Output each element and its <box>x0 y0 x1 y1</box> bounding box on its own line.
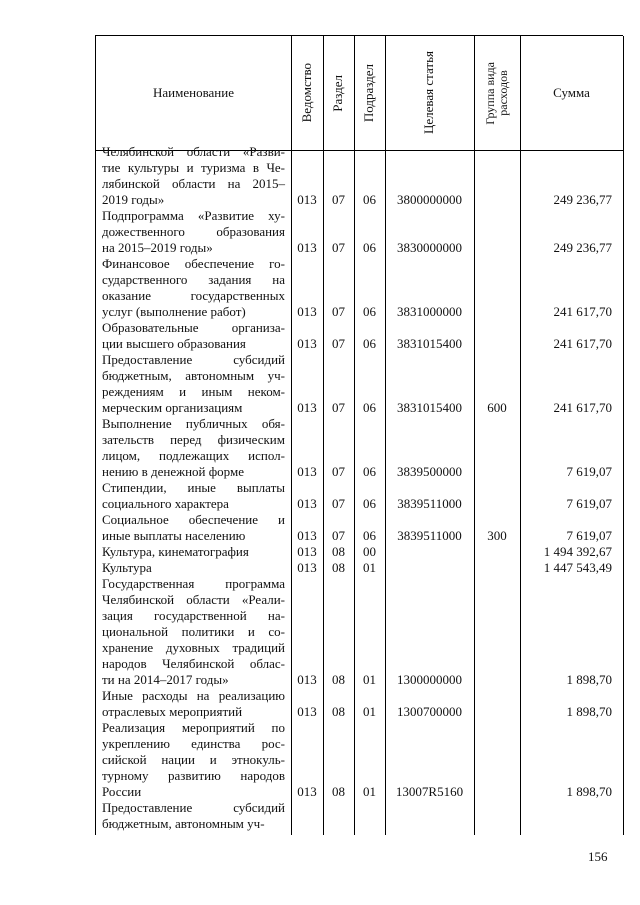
row-name-line: циональной политики и со- <box>102 624 285 639</box>
table-row <box>96 480 623 512</box>
row-name-line: Социальное обеспечение и <box>102 512 285 527</box>
page-number: 156 <box>588 849 608 864</box>
row-name-line: оказание государственных <box>102 288 285 303</box>
cell-sum: 241 617,70 <box>553 336 612 351</box>
cell-sum: 1 494 392,67 <box>543 544 612 559</box>
row-name-line: Культура <box>102 560 152 575</box>
cell-sum: 1 898,70 <box>566 704 612 719</box>
cell-target: 3839511000 <box>397 496 462 511</box>
cell-razdel: 07 <box>332 192 345 207</box>
cell-razdel: 07 <box>332 496 345 511</box>
cell-target: 3839500000 <box>397 464 462 479</box>
cell-vedomstvo: 013 <box>297 464 317 479</box>
cell-vedomstvo: 013 <box>297 192 317 207</box>
row-name-line: на 2015–2019 годы» <box>102 240 213 255</box>
cell-podrazdel: 01 <box>363 784 376 799</box>
cell-sum: 1 447 543,49 <box>543 560 612 575</box>
row-name-line: ти на 2014–2017 годы» <box>102 672 229 687</box>
cell-target: 3839511000 <box>397 528 462 543</box>
cell-sum: 7 619,07 <box>566 528 612 543</box>
header-group: Группа вида расходов <box>482 61 510 125</box>
cell-sum: 241 617,70 <box>553 304 612 319</box>
row-name <box>102 352 285 416</box>
row-name-line: народов Челябинской облас- <box>102 656 285 671</box>
row-name <box>102 480 285 512</box>
row-name-line: зательств перед физическим <box>102 432 285 447</box>
cell-sum: 7 619,07 <box>566 464 612 479</box>
cell-vedomstvo: 013 <box>297 544 317 559</box>
row-name-line: ции высшего образования <box>102 336 246 351</box>
cell-vedomstvo: 013 <box>297 496 317 511</box>
row-name <box>102 560 285 576</box>
cell-razdel: 08 <box>332 672 345 687</box>
cell-target: 3831015400 <box>397 336 462 351</box>
row-name-line: услуг (выполнение работ) <box>102 304 246 319</box>
cell-razdel: 08 <box>332 560 345 575</box>
row-name <box>102 256 285 320</box>
cell-vedomstvo: 013 <box>297 336 317 351</box>
cell-vedomstvo: 013 <box>297 560 317 575</box>
row-name-line: Челябинской области «Реали- <box>102 592 285 607</box>
row-name-line: Подпрограмма «Развитие ху- <box>102 208 285 223</box>
cell-vedomstvo: 013 <box>297 672 317 687</box>
row-name <box>102 688 285 720</box>
cell-sum: 1 898,70 <box>566 784 612 799</box>
cell-group: 300 <box>487 528 507 543</box>
row-name-line: нению в денежной форме <box>102 464 244 479</box>
cell-podrazdel: 06 <box>363 304 376 319</box>
row-name-line: отраслевых мероприятий <box>102 704 243 719</box>
row-name <box>102 208 285 256</box>
row-name <box>102 544 285 560</box>
row-name <box>102 512 285 544</box>
cell-target: 3831015400 <box>397 400 462 415</box>
table-row <box>96 560 623 576</box>
row-name-line: сударственного задания на <box>102 272 285 287</box>
cell-vedomstvo: 013 <box>297 528 317 543</box>
cell-sum: 1 898,70 <box>566 672 612 687</box>
row-name-line: Выполнение публичных обя- <box>102 416 285 431</box>
table-row <box>96 720 623 800</box>
header-target: Целевая статья <box>421 51 437 135</box>
cell-podrazdel: 01 <box>363 704 376 719</box>
row-name-line: Иные расходы на реализацию <box>102 688 285 703</box>
cell-vedomstvo: 013 <box>297 304 317 319</box>
row-name-line: турному развитию народов <box>102 768 285 783</box>
row-name <box>102 416 285 480</box>
cell-sum: 249 236,77 <box>553 192 612 207</box>
cell-razdel: 07 <box>332 400 345 415</box>
cell-target: 3800000000 <box>397 192 462 207</box>
table-row <box>96 144 623 208</box>
cell-target: 3830000000 <box>397 240 462 255</box>
cell-podrazdel: 06 <box>363 496 376 511</box>
cell-vedomstvo: 013 <box>297 784 317 799</box>
cell-target: 1300700000 <box>397 704 462 719</box>
cell-sum: 249 236,77 <box>553 240 612 255</box>
cell-podrazdel: 06 <box>363 336 376 351</box>
row-name-line: России <box>102 784 142 799</box>
table-row <box>96 320 623 352</box>
cell-podrazdel: 06 <box>363 192 376 207</box>
cell-razdel: 07 <box>332 528 345 543</box>
row-name-line: Реализация мероприятий по <box>102 720 285 735</box>
row-name-line: укреплению единства рос- <box>102 736 285 751</box>
cell-vedomstvo: 013 <box>297 704 317 719</box>
row-name-line: Челябинской области «Разви- <box>102 144 285 159</box>
row-name-line: Культура, кинематография <box>102 544 249 559</box>
row-name <box>102 576 285 688</box>
header-sum: Сумма <box>553 85 590 100</box>
row-name-line: мерческим организациям <box>102 400 243 415</box>
cell-razdel: 07 <box>332 304 345 319</box>
cell-sum: 7 619,07 <box>566 496 612 511</box>
cell-razdel: 08 <box>332 704 345 719</box>
row-name-line: реждениям и иным неком- <box>102 384 285 399</box>
row-name-line: Образовательные организа- <box>102 320 285 335</box>
table-row <box>96 416 623 480</box>
table-row <box>96 800 623 832</box>
row-name-line: Предоставление субсидий <box>102 352 285 367</box>
table-row <box>96 576 623 688</box>
row-name-line: 2019 годы» <box>102 192 165 207</box>
cell-razdel: 07 <box>332 240 345 255</box>
row-name-line: дожественного образования <box>102 224 285 239</box>
row-name-line: Финансовое обеспечение го- <box>102 256 285 271</box>
cell-podrazdel: 01 <box>363 560 376 575</box>
row-name-line: хранение духовных традиций <box>102 640 285 655</box>
header-name: Наименование <box>153 85 234 100</box>
row-name-line: социального характера <box>102 496 229 511</box>
cell-razdel: 08 <box>332 544 345 559</box>
table-row <box>96 544 623 560</box>
budget-table <box>95 35 623 835</box>
row-name-line: лицом, подлежащих испол- <box>102 448 285 463</box>
table-row <box>96 688 623 720</box>
cell-vedomstvo: 013 <box>297 240 317 255</box>
cell-razdel: 08 <box>332 784 345 799</box>
row-name-line: Государственная программа <box>102 576 285 591</box>
cell-target: 3831000000 <box>397 304 462 319</box>
row-name-line: Стипендии, иные выплаты <box>102 480 285 495</box>
cell-podrazdel: 01 <box>363 672 376 687</box>
cell-podrazdel: 06 <box>363 464 376 479</box>
cell-podrazdel: 06 <box>363 240 376 255</box>
cell-podrazdel: 06 <box>363 528 376 543</box>
cell-podrazdel: 06 <box>363 400 376 415</box>
cell-vedomstvo: 013 <box>297 400 317 415</box>
header-vedomstvo: Ведомство <box>298 63 314 123</box>
cell-target: 13007R5160 <box>395 784 464 799</box>
row-name-line: сийской нации и этнокуль- <box>102 752 285 767</box>
cell-podrazdel: 00 <box>363 544 376 559</box>
table-row <box>96 256 623 320</box>
row-name-line: зация государственной на- <box>102 608 285 623</box>
col-divider <box>623 36 624 835</box>
header-razdel: Раздел <box>330 74 346 112</box>
row-name-line: тие культуры и туризма в Че- <box>102 160 285 175</box>
row-name <box>102 320 285 352</box>
row-name <box>102 144 285 208</box>
table-row <box>96 352 623 416</box>
row-name-line: бюджетным, автономным уч- <box>102 816 265 831</box>
row-name-line: бюджетным, автономным уч- <box>102 368 285 383</box>
header-podrazdel: Подраздел <box>361 63 377 123</box>
row-name-line: Предоставление субсидий <box>102 800 285 815</box>
cell-razdel: 07 <box>332 464 345 479</box>
cell-sum: 241 617,70 <box>553 400 612 415</box>
table-row <box>96 208 623 256</box>
row-name <box>102 800 285 832</box>
row-name <box>102 720 285 800</box>
row-name-line: лябинской области на 2015– <box>102 176 285 191</box>
row-name-line: иные выплаты населению <box>102 528 246 543</box>
cell-target: 1300000000 <box>397 672 462 687</box>
cell-group: 600 <box>487 400 507 415</box>
cell-razdel: 07 <box>332 336 345 351</box>
table-row <box>96 512 623 544</box>
